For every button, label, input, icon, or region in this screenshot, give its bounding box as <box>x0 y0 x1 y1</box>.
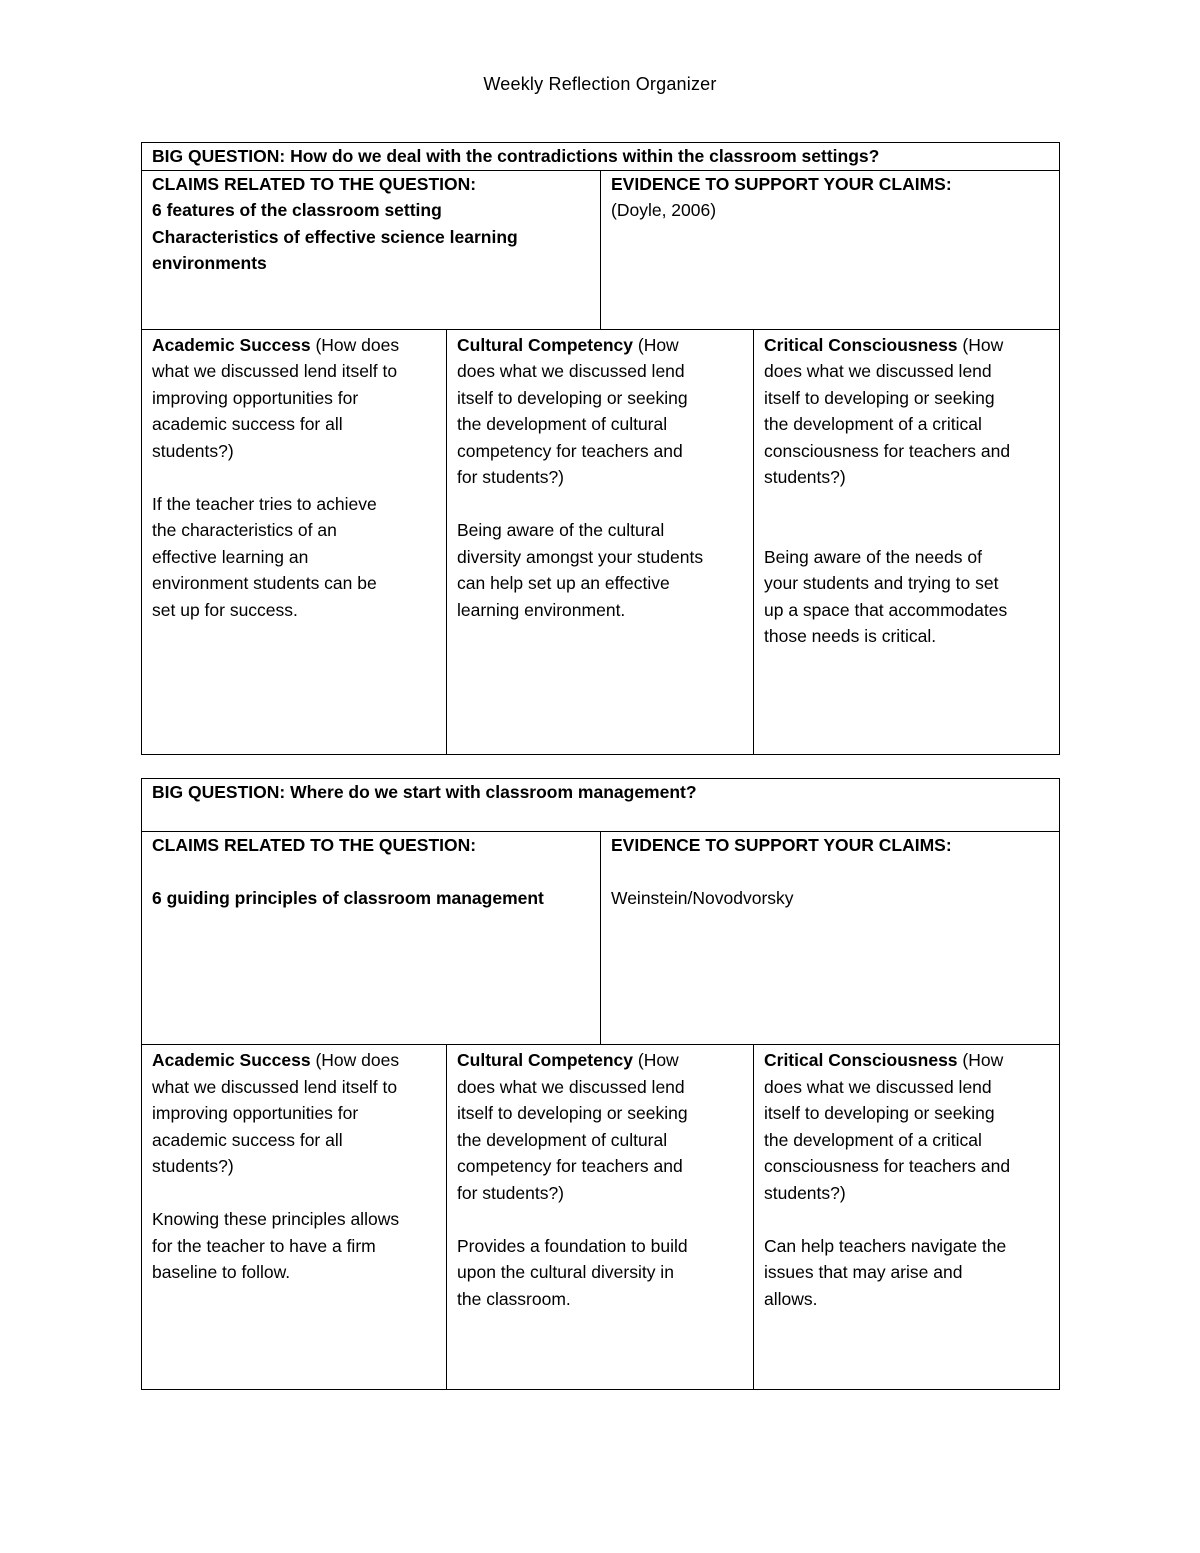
prompt-line: competency for teachers and <box>457 440 683 461</box>
prompt-line: the development of a critical <box>764 1129 982 1150</box>
prompt-line: does what we discussed lend <box>764 1076 992 1097</box>
response-line: baseline to follow. <box>152 1262 291 1282</box>
prompt-line: does what we discussed lend <box>457 361 685 381</box>
academic-success-cell <box>142 1045 447 1390</box>
claim-line: 6 guiding principles of classroom management <box>152 888 544 908</box>
evidence-header: EVIDENCE TO SUPPORT YOUR CLAIMS: <box>611 173 952 194</box>
response-line: Can help teachers navigate the <box>764 1235 1007 1256</box>
claim-line: 6 features of the classroom setting <box>152 200 442 220</box>
prompt-line: (How <box>633 1050 679 1070</box>
response-line: your students and trying to set <box>764 573 999 593</box>
big-question-label: BIG QUESTION: <box>152 782 286 802</box>
prompt-line: consciousness for teachers and <box>764 440 1011 461</box>
big-question-text: How do we deal with the contradictions within the classroom settings? <box>290 146 880 166</box>
response-line: effective learning an <box>152 546 309 567</box>
prompt-line: itself to developing or seeking <box>764 387 995 408</box>
evidence-cell <box>601 832 1060 1045</box>
prompt-line: does what we discussed lend <box>457 1076 685 1097</box>
prompt-line: improving opportunities for <box>152 387 359 408</box>
claims-cell <box>142 170 601 329</box>
prompt-line: what we discussed lend itself to <box>152 1076 398 1097</box>
evidence-cell <box>601 170 1060 329</box>
response-line: upon the cultural diversity in <box>457 1262 674 1282</box>
reflection-organizer-2 <box>141 778 1060 1390</box>
response-line: set up for success. <box>152 599 298 620</box>
prompt-line: itself to developing or seeking <box>457 1103 688 1123</box>
prompt-line: the development of a critical <box>764 414 982 434</box>
critical-consciousness-cell <box>754 329 1060 754</box>
response-line: issues that may arise and <box>764 1262 963 1282</box>
prompt-line: the development of cultural <box>457 414 668 434</box>
response-line: Being aware of the cultural <box>457 520 665 540</box>
prompt-line: does what we discussed lend <box>764 361 992 381</box>
academic-success-cell <box>142 329 447 754</box>
big-question-cell <box>142 143 1060 171</box>
claims-cell <box>142 832 601 1045</box>
prompt-line: students?) <box>764 467 846 487</box>
response-line: for the teacher to have a firm <box>152 1235 376 1256</box>
prompt-line: competency for teachers and <box>457 1156 683 1176</box>
response-line: If the teacher tries to achieve <box>152 493 377 514</box>
evidence-header: EVIDENCE TO SUPPORT YOUR CLAIMS: <box>611 835 952 855</box>
claims-header: CLAIMS RELATED TO THE QUESTION: <box>152 173 477 194</box>
prompt-line: academic success for all <box>152 1129 343 1150</box>
response-line: Being aware of the needs of <box>764 546 982 567</box>
cultural-competency-cell <box>447 329 754 754</box>
prompt-line: itself to developing or seeking <box>764 1103 995 1123</box>
claim-line: Characteristics of effective science learning <box>152 226 518 247</box>
prompt-line: improving opportunities for <box>152 1103 359 1123</box>
big-question-label: BIG QUESTION: <box>152 146 286 166</box>
prompt-line: for students?) <box>457 1182 564 1203</box>
prompt-line: (How <box>633 334 679 355</box>
claims-header: CLAIMS RELATED TO THE QUESTION: <box>152 835 477 855</box>
academic-success-heading: Academic Success <box>152 334 311 355</box>
prompt-line: (How <box>957 334 1004 355</box>
response-line: environment students can be <box>152 573 377 593</box>
academic-success-heading: Academic Success <box>152 1050 311 1070</box>
cultural-competency-heading: Cultural Competency <box>457 334 633 355</box>
document-title: Weekly Reflection Organizer <box>483 74 717 94</box>
response-line: can help set up an effective <box>457 573 670 593</box>
response-line: the classroom. <box>457 1288 571 1309</box>
evidence-text: Weinstein/Novodvorsky <box>611 888 794 908</box>
prompt-line: academic success for all <box>152 414 343 434</box>
big-question-text: Where do we start with classroom management? <box>290 782 697 802</box>
prompt-line: itself to developing or seeking <box>457 387 688 408</box>
response-line: Provides a foundation to build <box>457 1235 688 1256</box>
prompt-line: (How <box>957 1050 1004 1070</box>
prompt-line: students?) <box>764 1182 846 1203</box>
reflection-organizer-1 <box>141 142 1060 755</box>
prompt-line: for students?) <box>457 467 564 487</box>
critical-consciousness-heading: Critical Consciousness <box>764 334 958 355</box>
cultural-competency-heading: Cultural Competency <box>457 1050 633 1070</box>
evidence-text: (Doyle, 2006) <box>611 200 717 220</box>
critical-consciousness-heading: Critical Consciousness <box>764 1050 958 1070</box>
prompt-line: the development of cultural <box>457 1129 668 1150</box>
claim-line: environments <box>152 253 267 273</box>
prompt-line: (How does <box>310 1050 400 1070</box>
response-line: allows. <box>764 1288 818 1309</box>
response-line: the characteristics of an <box>152 520 337 540</box>
critical-consciousness-cell <box>754 1045 1060 1390</box>
prompt-line: (How does <box>310 334 400 355</box>
response-line: those needs is critical. <box>764 626 937 646</box>
response-line: up a space that accommodates <box>764 599 1008 620</box>
prompt-line: students?) <box>152 440 234 461</box>
response-line: Knowing these principles allows <box>152 1209 400 1229</box>
prompt-line: consciousness for teachers and <box>764 1156 1011 1176</box>
response-line: diversity amongst your students <box>457 546 704 567</box>
cultural-competency-cell <box>447 1045 754 1390</box>
prompt-line: students?) <box>152 1156 234 1176</box>
big-question-cell <box>142 779 1060 832</box>
prompt-line: what we discussed lend itself to <box>152 361 398 381</box>
response-line: learning environment. <box>457 599 626 620</box>
